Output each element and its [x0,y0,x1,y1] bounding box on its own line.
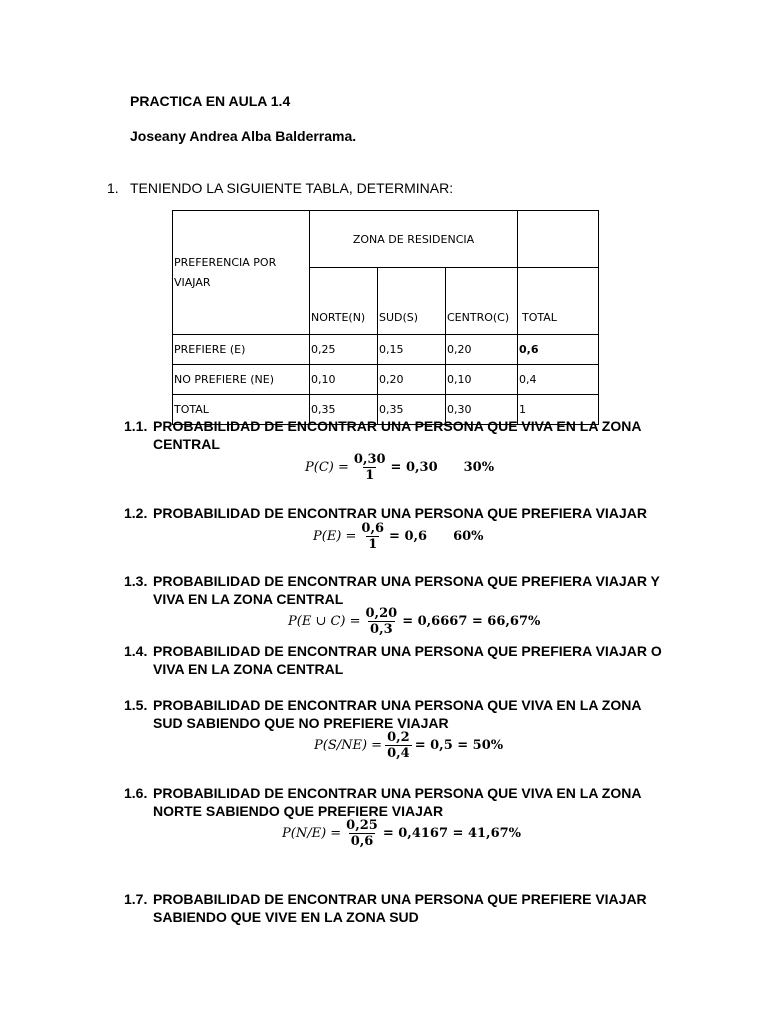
question-1-number: 1. [107,180,119,196]
fraction [344,818,380,849]
numerator: 0,2 [387,730,410,745]
formula-lhs: P(C) = [305,460,349,475]
row-label: TOTAL [173,395,310,425]
question-1-3 [124,572,664,608]
formula-1-5 [314,730,503,761]
numerator: 0,6 [361,521,385,536]
denominator: 0,6 [350,834,374,849]
formula-lhs: P(S/NE) = [314,738,383,753]
question-number: 1.3. [124,573,148,589]
column-header: NORTE(N) [310,268,378,335]
question-1-6 [124,784,664,820]
question-text: PROBABILIDAD DE ENCONTRAR UNA PERSONA QUE VIVA EN LA ZONA CENTRAL [153,418,641,452]
question-number: 1.5. [124,697,148,713]
formula-lhs: P(N/E) = [282,826,342,841]
question-1-4 [124,642,664,678]
question-1-text: TENIENDO LA SIGUIENTE TABLA, DETERMINAR: [130,180,454,196]
table-cell: 0,10 [446,365,518,395]
question-text: PROBABILIDAD DE ENCONTRAR UNA PERSONA QUE PREFIERA VIAJAR O VIVA EN LA ZONA CENTRAL [153,643,662,677]
page-title: PRACTICA EN AULA 1.4 [130,93,291,109]
denominator: 0,4 [387,746,410,761]
question-number: 1.7. [124,891,148,907]
numerator: 0,25 [346,818,378,833]
numerator: 0,20 [365,606,398,621]
question-number: 1.4. [124,643,148,659]
table-cell: 0,4 [518,365,599,395]
table-row [173,365,599,395]
question-number: 1.6. [124,785,148,801]
question-text: PROBABILIDAD DE ENCONTRAR UNA PERSONA QUE PREFIERE VIAJAR SABIENDO QUE VIVE EN LA ZONA SUD [153,891,647,925]
question-text: PROBABILIDAD DE ENCONTRAR UNA PERSONA QUE VIVA EN LA ZONA NORTE SABIENDO QUE PREFIERE VIAJAR [153,785,641,819]
fraction [364,606,400,637]
question-1-1 [124,417,664,453]
denominator: 1 [365,468,375,483]
table-cell: 0,6 [518,335,599,365]
formula-1-2 [313,521,484,552]
column-header: TOTAL [518,268,599,335]
fraction [359,521,386,552]
denominator: 0,3 [370,622,393,637]
table-cell: 0,30 [446,395,518,425]
formula-result: = 0,4167 = 41,67% [382,826,522,841]
table-cell: 0,15 [378,335,446,365]
group-header-label: ZONA DE RESIDENCIA [352,232,475,246]
formula-percent: 60% [453,529,484,544]
formula-result: = 0,5 = 50% [414,738,504,753]
column-header: CENTRO(C) [446,268,518,335]
table-row [173,335,599,365]
formula-result: = 0,6667 = 66,67% [402,614,541,629]
formula-result: = 0,6 [389,529,428,544]
question-number: 1.1. [124,418,148,434]
formula-1-3 [288,606,540,637]
formula-lhs: P(E) = [313,529,357,544]
question-text: PROBABILIDAD DE ENCONTRAR UNA PERSONA QUE VIVA EN LA ZONA SUD SABIENDO QUE NO PREFIERE VIAJAR [153,697,641,731]
fraction [352,452,388,483]
group-header-cell [310,211,518,268]
author-name: Joseany Andrea Alba Balderrama. [130,128,357,144]
table-cell: 0,35 [378,395,446,425]
empty-header-cell [518,211,599,268]
formula-1-1 [305,452,494,483]
table-cell: 0,20 [378,365,446,395]
question-1-7 [124,890,664,926]
question-1-2 [124,504,664,522]
question-text: PROBABILIDAD DE ENCONTRAR UNA PERSONA QUE PREFIERA VIAJAR [153,505,647,521]
row-label: NO PREFIERE (NE) [173,365,310,395]
formula-result: = 0,30 [390,460,438,475]
column-header: SUD(S) [378,268,446,335]
table-cell: 0,20 [446,335,518,365]
formula-percent: 30% [463,460,495,475]
formula-lhs: P(E ∪ C) = [288,614,361,629]
probability-table [172,210,599,425]
question-number: 1.2. [124,505,148,521]
row-header-cell [173,211,310,335]
denominator: 1 [368,537,378,552]
row-header-label: PREFERENCIA POR VIAJAR [174,255,277,289]
table-cell: 1 [518,395,599,425]
fraction [385,730,412,761]
formula-1-6 [282,818,521,849]
row-label: PREFIERE (E) [173,335,310,365]
table-cell: 0,25 [310,335,378,365]
table-cell: 0,10 [310,365,378,395]
question-1-5 [124,696,664,732]
numerator: 0,30 [353,452,386,467]
table-cell: 0,35 [310,395,378,425]
question-text: PROBABILIDAD DE ENCONTRAR UNA PERSONA QUE PREFIERA VIAJAR Y VIVA EN LA ZONA CENTRAL [153,573,660,607]
